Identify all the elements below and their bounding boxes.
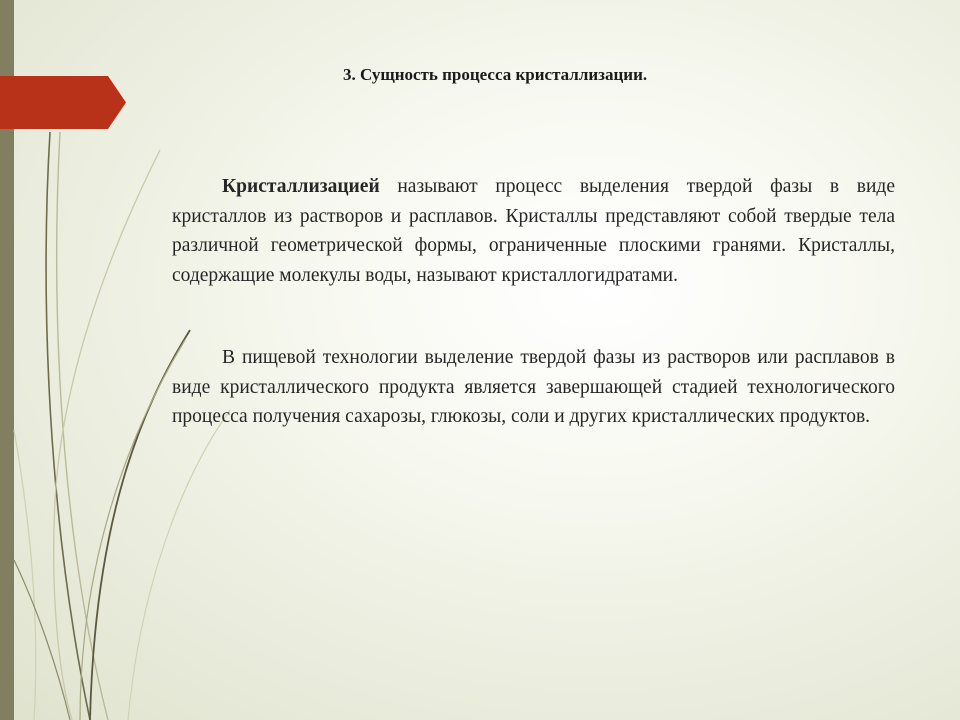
paragraph-food-technology [172,343,895,432]
paragraph-definition [172,172,895,290]
slide-title: 3. Сущность процесса кристаллизации. [343,65,648,84]
definition-text: называют процесс выделения твердой фазы в виде кристаллов из растворов и расплавов. Кристаллы представляют собой твердые тела различной геометрической формы, ограниченные плоскими гранями. Кристаллы, содержащие молекулы воды, называют кристаллогидратами. [172,176,895,286]
food-technology-text: В пищевой технологии выделение твердой фазы из растворов или расплавов в виде кристаллического продукта является завершающей стадией технологического процесса получения сахарозы, глюкозы, соли и других кристаллических продуктов. [172,347,895,427]
definition-term: Кристаллизацией [222,176,380,197]
